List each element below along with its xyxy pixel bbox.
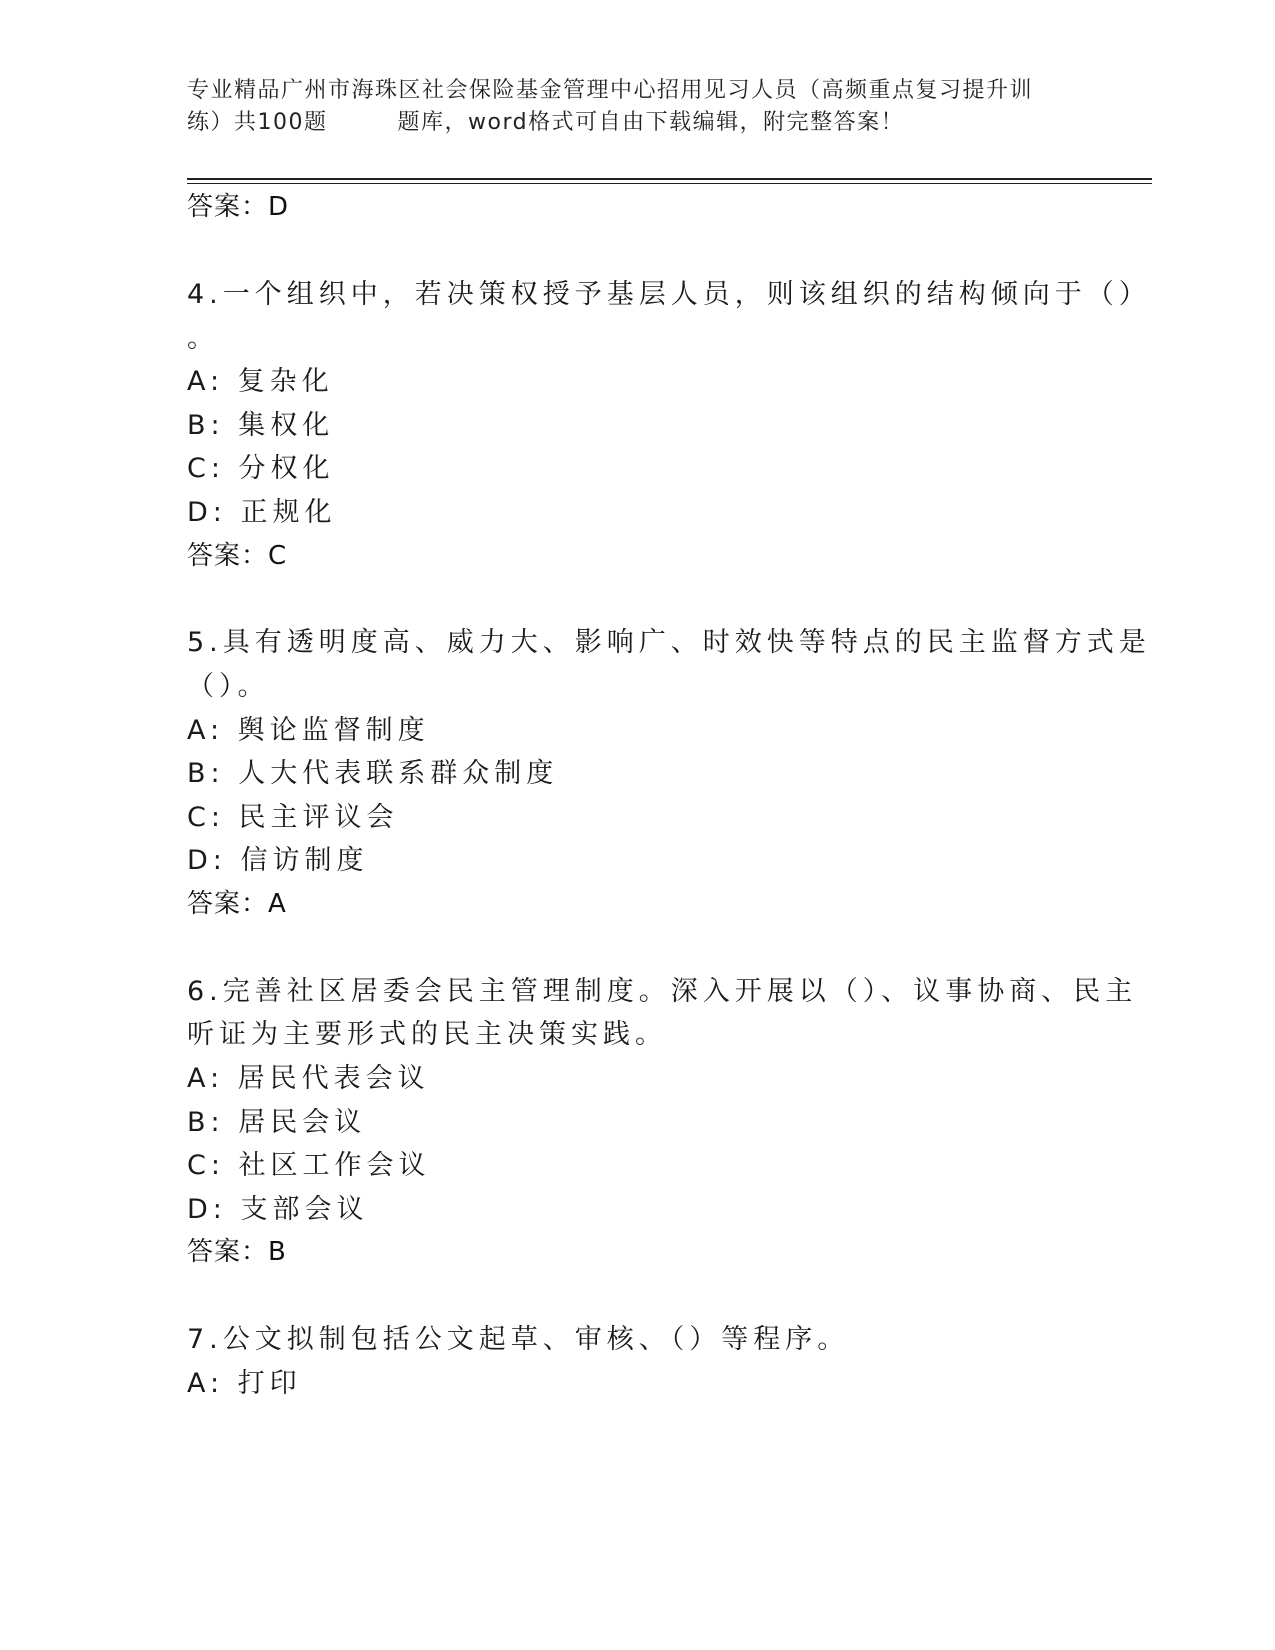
question-4-option-c: C: 分权化	[187, 453, 335, 484]
question-7-stem-line1: 7.公文拟制包括公文起草、审核、（）等程序。	[187, 1324, 850, 1355]
answer-previous: 答案：D	[187, 192, 290, 222]
question-6-stem-line2: 听证为主要形式的民主决策实践。	[187, 1019, 667, 1050]
question-6-option-c: C: 社区工作会议	[187, 1150, 431, 1181]
question-5-stem-line1: 5.具有透明度高、威力大、影响广、时效快等特点的民主监督方式是	[187, 627, 1151, 658]
question-4-stem-line2: 。	[187, 323, 219, 354]
question-6-option-d: D: 支部会议	[187, 1194, 369, 1225]
question-6-stem-line1: 6.完善社区居委会民主管理制度。深入开展以（）、议事协商、民主	[187, 976, 1138, 1007]
question-5-answer: 答案：A	[187, 889, 287, 919]
question-6-option-b: B: 居民会议	[187, 1107, 367, 1138]
header-title-line2-part1: 练）共100题	[187, 110, 328, 135]
question-6-option-a: A: 居民代表会议	[187, 1063, 430, 1094]
header-divider-thick	[187, 178, 1152, 180]
header-title-line1: 专业精品广州市海珠区社会保险基金管理中心招用见习人员（高频重点复习提升训	[187, 78, 1034, 103]
header-title-line2	[187, 107, 1087, 139]
question-5-option-a: A: 舆论监督制度	[187, 715, 430, 746]
question-7-option-a: A: 打印	[187, 1368, 302, 1399]
question-5-option-c: C: 民主评议会	[187, 802, 399, 833]
question-4-stem-line1: 4.一个组织中，若决策权授予基层人员，则该组织的结构倾向于（）	[187, 279, 1151, 310]
header-title-line2-part2: 题库，word格式可自由下载编辑，附完整答案！	[397, 110, 905, 135]
question-6-answer: 答案：B	[187, 1237, 287, 1267]
question-4-option-b: B: 集权化	[187, 410, 335, 441]
question-5-option-d: D: 信访制度	[187, 845, 369, 876]
question-5-stem-line2: （）。	[187, 671, 270, 702]
document-header	[187, 75, 1087, 139]
question-5-option-b: B: 人大代表联系群众制度	[187, 758, 559, 789]
question-4-option-d: D: 正规化	[187, 497, 337, 528]
question-4-answer: 答案：C	[187, 541, 288, 571]
question-4-option-a: A: 复杂化	[187, 366, 334, 397]
header-divider-thin	[187, 183, 1152, 184]
